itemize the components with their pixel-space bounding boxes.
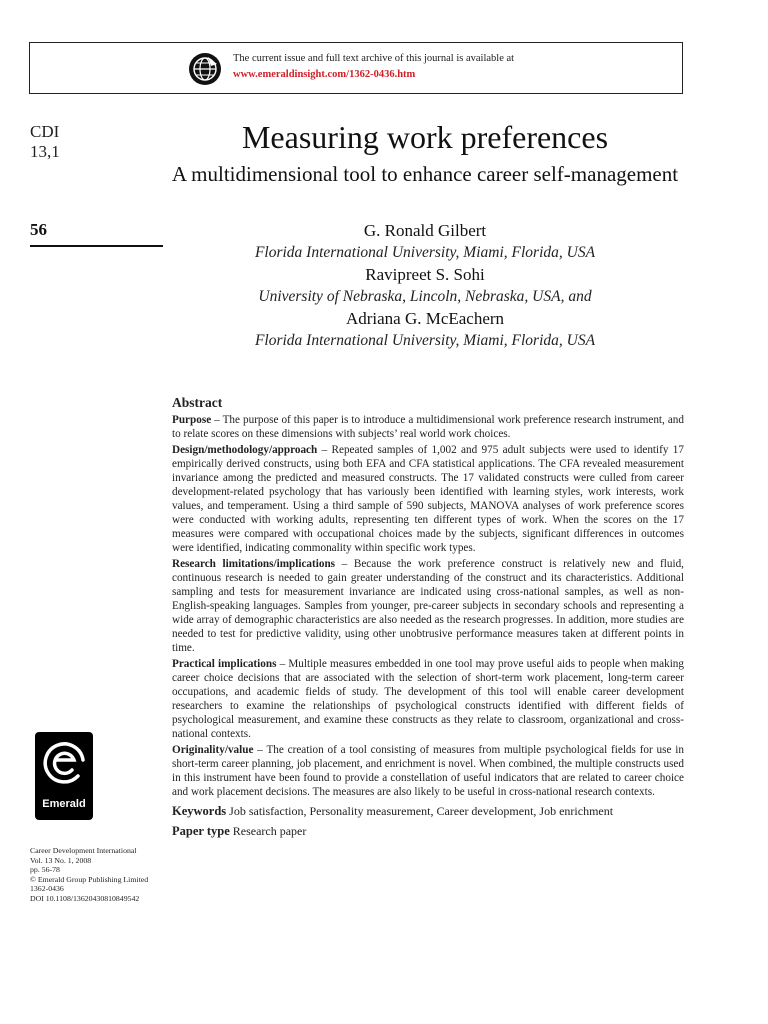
author-name: G. Ronald Gilbert — [363, 221, 487, 240]
globe-icon — [188, 52, 222, 86]
section-label: Research limitations/implications — [172, 558, 336, 570]
author-name: Ravipreet S. Sohi — [365, 265, 485, 284]
pubinfo-line: 1362-0436 — [30, 884, 64, 894]
section-label: Purpose — [172, 414, 212, 426]
pubinfo-line: © Emerald Group Publishing Limited — [30, 874, 149, 884]
journal-abbrev: CDI — [30, 122, 60, 141]
abstract-practical — [172, 657, 684, 741]
author-list — [165, 220, 685, 352]
author-name: Adriana G. McEachern — [345, 309, 505, 328]
publication-info — [30, 846, 170, 904]
pubinfo-line: DOI 10.1108/13620430810849542 — [30, 893, 140, 903]
paper-subtitle: A multidimensional tool to enhance career self-management — [171, 162, 679, 186]
section-label: Design/methodology/approach — [172, 444, 318, 456]
logo-text: Emerald — [42, 798, 86, 810]
page-number: 56 — [30, 220, 47, 239]
keywords-text: Job satisfaction, Personality measurement, Career development, Job enrichment — [229, 804, 614, 818]
section-text: – The purpose of this paper is to introduce a multidimensional work preference research instrument, and to relate scores on these dimensions with subjects’ real world work choices. — [172, 414, 684, 440]
journal-volume: 13,1 — [30, 142, 60, 161]
abstract-originality — [172, 743, 684, 799]
section-text: – Multiple measures embedded in one tool may prove useful aids to people when making career choice decisions that are associated with the selection of short-term work placement, long-term career occupations, and academic fields of study. The development of this tool will enable career development researchers to examine the relationships of psychological constructs identified with different fields of psychological measurement, and examine these constructs as they relate to classroom, organizational and cross-national contexts. — [172, 658, 684, 740]
pubinfo-line: Vol. 13 No. 1, 2008 — [30, 855, 92, 865]
author-affiliation: Florida International University, Miami, Florida, USA — [254, 332, 596, 349]
paper-title: Measuring work preferences — [241, 119, 609, 155]
abstract-limitations — [172, 557, 684, 655]
section-text: – Repeated samples of 1,002 and 975 adult subjects were used to identify 17 empirically derived constructs, using both EFA and CFA statistical applications. The CFA revealed measurement invariance among the predicted and measured constructs. The 17 validated constructs were culled from career development-related psychology that has variously been identified with learning styles, work interests, work values, and temperament. Using a third sample of 590 subjects, MANOVA analyses of work preference scores were conducted with working adults, representing ten different types of work. When the scores on the 17 measures were compared with occupational choices made by the subjects, significant differences in outcomes were identified, indicating commonality within specific work types. — [172, 444, 684, 554]
pubinfo-line: pp. 56-78 — [30, 865, 60, 875]
emerald-logo-icon — [40, 738, 88, 794]
emerald-logo — [35, 732, 93, 820]
archive-link[interactable]: www.emeraldinsight.com/1362-0436.htm — [233, 69, 416, 80]
section-label: Practical implications — [172, 658, 277, 670]
paper-type — [172, 823, 684, 839]
author-affiliation: University of Nebraska, Lincoln, Nebraska, USA, and — [258, 288, 592, 305]
abstract-design — [172, 443, 684, 555]
abstract-purpose — [172, 413, 684, 441]
abstract-heading: Abstract — [172, 395, 223, 410]
paper-type-text: Research paper — [232, 824, 307, 838]
keywords — [172, 803, 684, 819]
page-number-rule — [30, 245, 163, 247]
pubinfo-line: Career Development International — [30, 846, 137, 855]
archive-banner — [29, 42, 683, 94]
section-text: – Because the work preference construct is relatively new and fluid, continuous research is needed to gain greater understanding of the construct and its characteristics. Additional sampling and tests for measurement invariance are indicated using cross-national samples, as well as non-English-speaking languages. Samples from younger, pre-career subjects in secondary schools and representing a wide array of demographic characteristics are also needed as the research progresses. In addition, more studies are needed to test for predictive validity, using other unobtrusive performance measures taken at different points in time. — [172, 558, 684, 654]
journal-id — [30, 122, 60, 162]
keywords-label: Keywords — [172, 804, 227, 818]
section-text: – The creation of a tool consisting of measures from multiple psychological fields for use in short-term career planning, job placement, and enrichment is novel. When combined, the multiple constructs used in this instrument have been found to provide a constellation of useful indicators that are related to career choice and work placement decisions. The measures are also likely to be useful in cross-national research contexts. — [172, 744, 684, 798]
paper-type-label: Paper type — [172, 824, 230, 838]
archive-notice: The current issue and full text archive of this journal is available at — [233, 53, 515, 64]
author-affiliation: Florida International University, Miami, Florida, USA — [254, 244, 596, 261]
section-label: Originality/value — [172, 744, 254, 756]
abstract — [172, 396, 684, 839]
